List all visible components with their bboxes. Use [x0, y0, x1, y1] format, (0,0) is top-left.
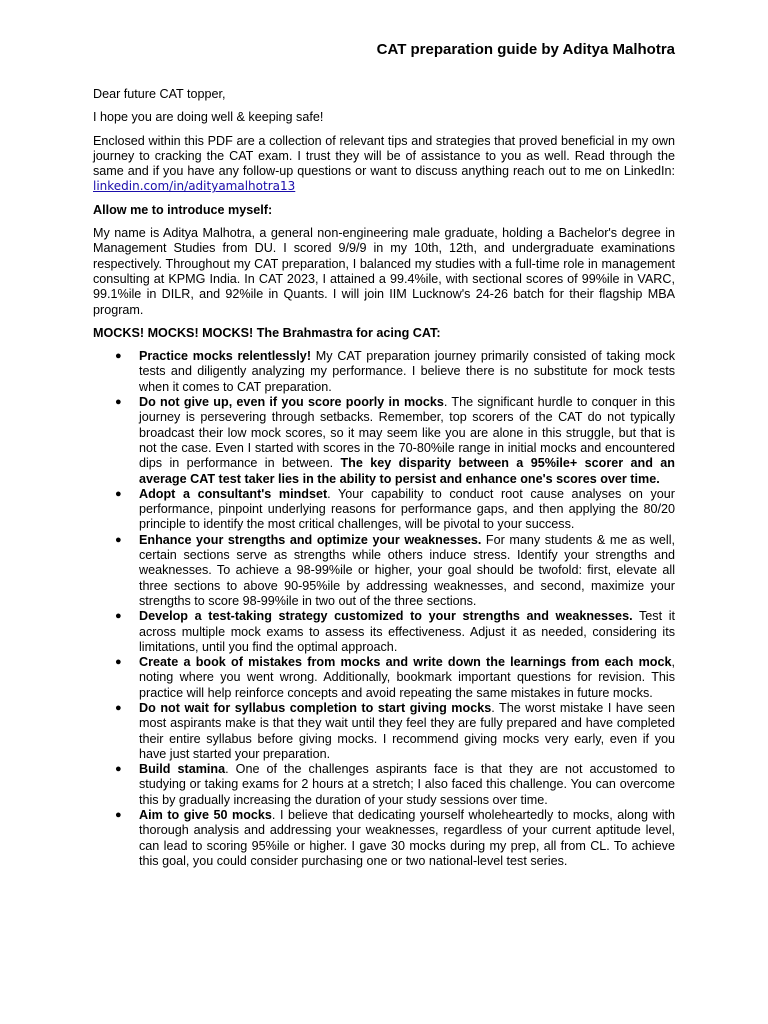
tip-bold: Create a book of mistakes from mocks and write down the learnings from each mock	[139, 655, 672, 670]
about-heading: Allow me to introduce myself:	[93, 202, 273, 217]
tip-bold: Do not give up, even if you score poorly in mocks	[139, 395, 444, 410]
list-item	[93, 762, 675, 808]
list-item	[93, 655, 675, 701]
linkedin-link[interactable]: linkedin.com/in/adityamalhotra13	[93, 179, 296, 194]
list-item	[93, 701, 675, 762]
list-item	[93, 349, 675, 395]
greeting: Dear future CAT topper,	[93, 87, 226, 101]
tip-text: My CAT preparation journey primarily consisted of taking mock tests and diligently analyzing my performance. I believe there is no substitute for mock tests when it comes to CAT preparation.	[139, 349, 675, 394]
tip-bold: Practice mocks relentlessly!	[139, 349, 312, 364]
document-title: CAT preparation guide by Aditya Malhotra	[376, 41, 675, 58]
wellwish: I hope you are doing well & keeping safe!	[93, 110, 324, 125]
list-item	[93, 808, 675, 869]
tips-list	[93, 349, 675, 869]
tip-bold-emphasis: The key disparity between a 95%ile+ scorer and an average CAT test taker lies in the ability to persist and enhance one's scores over time.	[139, 456, 676, 486]
tip-bold: Do not wait for syllabus completion to start giving mocks	[139, 700, 492, 715]
about-paragraph: My name is Aditya Malhotra, a general non-engineering male graduate, holding a Bachelor's degree in Management Studies from DU. I scored 9/9/9 in my 10th, 12th, and undergraduate examinations respectively. Throughout my CAT preparation, I balanced my studies with a full-time role in management consulting at KPMG India. In CAT 2023, I attained a 99.4%ile, with sectional scores of 99%ile in VARC, 99.1%ile in DILR, and 92%ile in Quants. I will join IIM Lucknow's 24-26 batch for their flagship MBA program.	[93, 226, 675, 317]
document-page	[93, 40, 675, 869]
mocks-heading: MOCKS! MOCKS! MOCKS! The Brahmastra for acing CAT:	[93, 325, 441, 340]
list-item	[93, 609, 675, 655]
list-item	[93, 487, 675, 533]
tip-text: . One of the challenges aspirants face is that they are not accustomed to studying or taking exams for 2 hours at a stretch; I also faced this challenge. You can overcome this by gradually increasing the duration of your study sessions over time.	[139, 762, 675, 807]
tip-text: Test it across multiple mock exams to assess its effectiveness. Adjust it as needed, considering its limitations, until you find the optimal approach.	[139, 609, 675, 654]
bullet-icon: ●	[115, 701, 122, 714]
bullet-icon: ●	[115, 350, 122, 363]
tip-bold: Build stamina	[139, 762, 226, 777]
bullet-icon: ●	[115, 533, 122, 546]
tip-text: . I believe that dedicating yourself wholeheartedly to mocks, along with thorough analysis and addressing your weaknesses, regardless of your current aptitude level, can lead to scoring 95%ile or higher. I gave 30 mocks during my prep, all from CL. To achieve this goal, you could consider purchasing one or two national-level test series.	[139, 808, 675, 868]
bullet-icon: ●	[115, 763, 122, 776]
bullet-icon: ●	[115, 396, 122, 409]
tip-text: . The significant hurdle to conquer in this journey is persevering through setbacks. Remember, top scorers of the CAT do not typically broadcast their low mock scores, so it may seem like you are alone in this struggle, but that is not the case. Even I started with scores in the 70-80%ile range in initial mocks and encountered dips in performance in between.	[139, 395, 675, 471]
bullet-icon: ●	[115, 656, 122, 669]
intro-paragraph	[93, 134, 675, 195]
bullet-icon: ●	[115, 487, 122, 500]
bullet-icon: ●	[115, 809, 122, 822]
bullet-icon: ●	[115, 610, 122, 623]
tip-bold: Develop a test-taking strategy customized to your strengths and weaknesses.	[139, 609, 633, 624]
tip-bold: Enhance your strengths and optimize your weaknesses.	[139, 532, 482, 547]
list-item	[93, 395, 675, 487]
tip-bold: Adopt a consultant's mindset	[139, 486, 328, 501]
list-item	[93, 533, 675, 609]
tip-text: , noting where you went wrong. Additionally, bookmark important questions for revision. This practice will help reinforce concepts and avoid repeating the same mistakes in future mocks.	[139, 655, 675, 700]
tip-bold: Aim to give 50 mocks	[139, 808, 272, 823]
tip-text: . Your capability to conduct root cause analyses on your performance, pinpoint underlying reasons for performance gaps, and then applying the 80/20 principle to identify the most critical challenges, will be pivotal to your success.	[139, 486, 675, 532]
intro-text: Enclosed within this PDF are a collection of relevant tips and strategies that proved beneficial in my own journey to cracking the CAT exam. I trust they will be of assistance to you as well. Read through the same and if you have any follow-up questions or want to discuss anything reach out to me on LinkedIn:	[93, 133, 675, 179]
tip-text: . The worst mistake I have seen most aspirants make is that they wait until they feel they are fully prepared and have completed their entire syllabus before giving mocks. I recommend giving mocks very early, even if you have just started your preparation.	[139, 700, 676, 761]
tip-text: For many students & me as well, certain sections serve as strengths while others induce stress. Identify your strengths and weaknesses. To achieve a 98-99%ile or higher, your goal should be twofold: first, elevate all three sections to above 90-95%ile by addressing weaknesses, and second, maximize your strengths to score 98-99%ile in two out of the three sections.	[139, 532, 675, 608]
